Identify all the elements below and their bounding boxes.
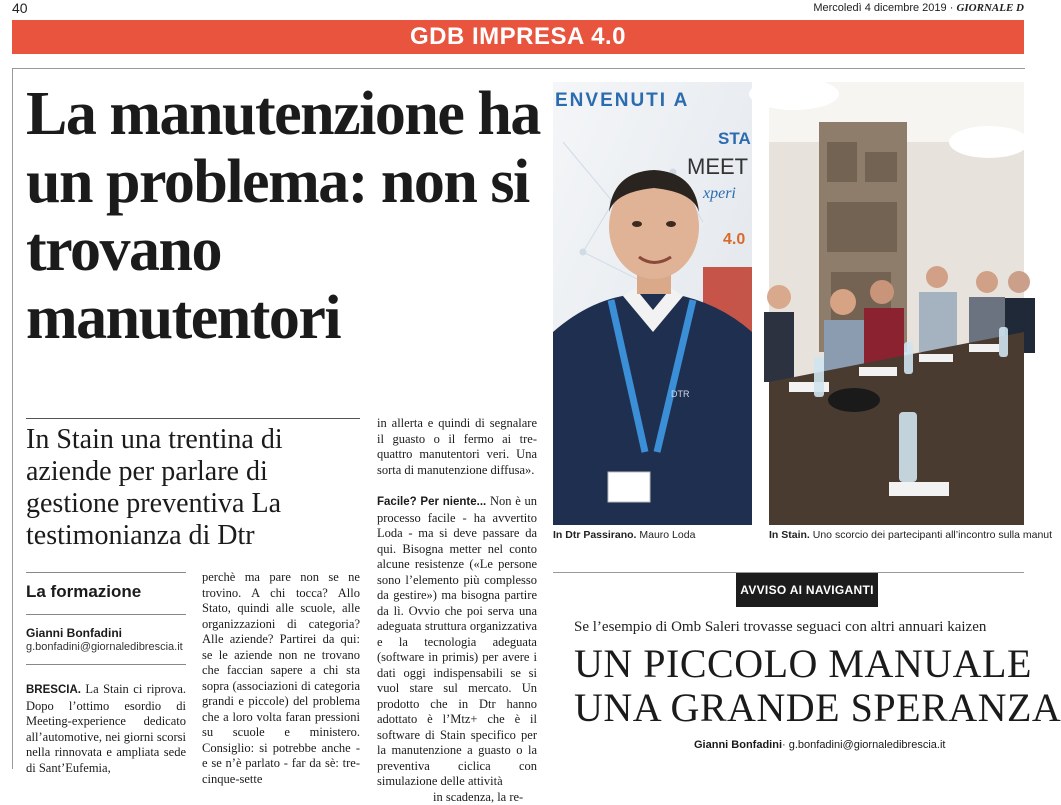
divider	[26, 664, 186, 665]
sidebar-title-line: UNA GRANDE SPERANZA	[574, 686, 1024, 730]
sweater-logo: DTR	[671, 389, 690, 399]
article-column-3	[377, 416, 537, 805]
sign-text: STA	[718, 129, 751, 148]
date-separator: ·	[950, 2, 954, 14]
sidebar-title	[574, 642, 1024, 730]
photo-meeting-room	[769, 82, 1024, 525]
subhead-rule	[26, 418, 360, 419]
divider	[26, 614, 186, 615]
section-title: La formazione	[26, 582, 141, 602]
body-text: in allerta e quindi di segnalare il guasto o il fermo ai tre-quattro manutentori veri. Una sorta di manutenzione diffusa».	[377, 416, 537, 478]
dateline: BRESCIA.	[26, 684, 81, 696]
portrait-illustration	[553, 82, 752, 525]
divider	[26, 572, 186, 573]
page-number: 40	[12, 0, 28, 16]
caption-location: In Dtr Passirano.	[553, 529, 636, 541]
top-bar	[0, 0, 1024, 18]
body-text: in scadenza, la re-	[377, 790, 537, 805]
photo-caption	[769, 529, 1024, 541]
paragraph-lead: Facile? Per niente...	[377, 496, 486, 508]
caption-text: Uno scorcio dei partecipanti all’incontro sulla manut	[810, 529, 1052, 541]
caption-location: In Stain.	[769, 529, 810, 541]
article-column-2	[202, 570, 360, 787]
section-banner: GDB IMPRESA 4.0	[12, 20, 1024, 54]
meeting-illustration	[769, 82, 1024, 525]
byline-separator: ·	[782, 739, 786, 751]
subhead: In Stain una trentina di aziende per parlare di gestione preventiva La testimonianza di Dtr	[26, 424, 366, 552]
author-email: g.bonfadini@giornaledibrescia.it	[789, 739, 946, 751]
photo-caption	[553, 529, 752, 541]
body-text: Non è un processo facile - ha avvertito Loda - ma si deve passare da qui. Bisogna metter nel conto alcune resistenze («Le persone sono l’elemento più complesso da gestire») ma bisogna partire da lì. Ovvio che poi serva una adeguata struttura organizzativa e la tecnologia adeguata (software in primis) per avere i dati oggi indispensabili se si vuol stare sul mercato. Un prodotto che in Dtr hanno adottato è l’Mtz+ che è il software di Stain specifico per la manutenzione a guasto o la preventiva ciclica con simulazione delle attività	[377, 494, 537, 788]
sign-text: MEET	[687, 154, 748, 179]
sidebar-title-line: UN PICCOLO MANUALE	[574, 642, 1024, 686]
headline: La manutenzione ha un problema: non si trovano manutentori	[26, 80, 546, 352]
sign-text: xperi	[702, 185, 736, 202]
body-text: La Stain ci riprova. Dopo l’ottimo esordio di Meeting-experience dedicato all’automotive, nei giorni scorsi nella rinnovata e ampliata sede di Sant’Eufemia,	[26, 682, 186, 775]
date: Mercoledì 4 dicembre 2019	[813, 2, 946, 14]
photo-mauro-loda	[553, 82, 752, 525]
sidebar-byline	[694, 739, 945, 751]
author-email: g.bonfadini@giornaledibrescia.it	[26, 641, 183, 653]
author-name: Gianni Bonfadini	[694, 739, 782, 751]
sign-text: 4.0	[723, 231, 745, 248]
sidebar-tag: AVVISO AI NAVIGANTI	[736, 573, 878, 607]
sign-text: ENVENUTI A	[555, 90, 689, 111]
article-column-1	[26, 682, 186, 776]
caption-text: Mauro Loda	[636, 529, 695, 541]
date-line	[813, 2, 1024, 14]
sidebar-kicker: Se l’esempio di Omb Saleri trovasse seguaci con altri annuari kaizen	[574, 619, 1024, 636]
author-name: Gianni Bonfadini	[26, 626, 122, 640]
body-text: perchè ma pare non se ne trovino. A chi tocca? Allo Stato, quindi alle scuole, alle organizzazioni di categoria? Alle aziende? Partirei da qui: se le aziende non ne trovano che faccian sapere a chi sta sopra (associazioni di categoria grandi e piccole) del problema che a loro volta faran pressioni su scuole e ministero. Consiglio: si potrebbe anche - e se n’è parlato - far da sè: tre-cinque-sette	[202, 570, 360, 787]
paper-name: GIORNALE D	[956, 2, 1024, 14]
